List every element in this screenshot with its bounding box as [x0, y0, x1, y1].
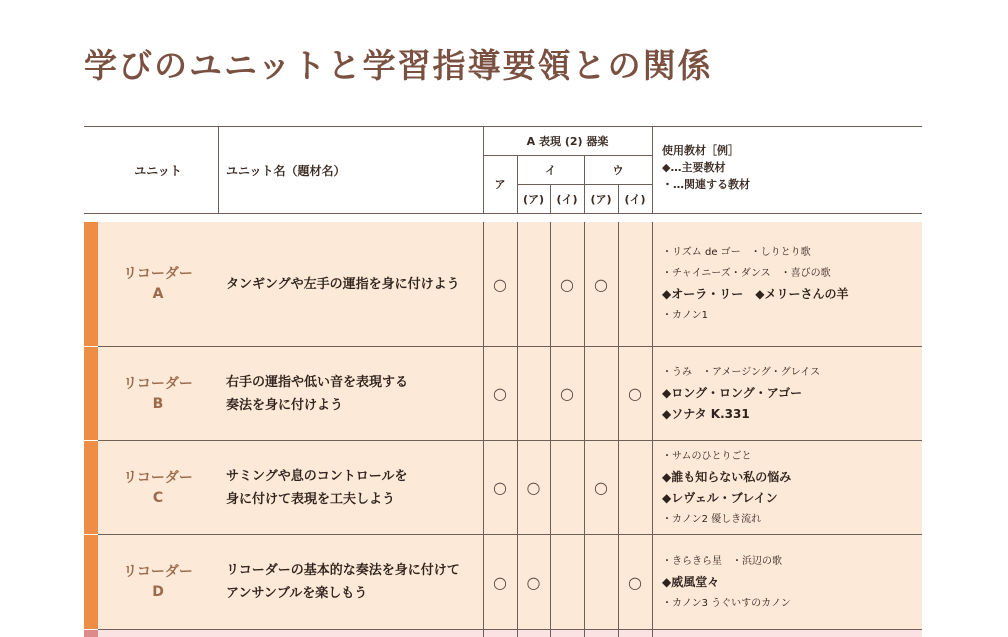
material-main: ◆ソナタ K.331 [662, 407, 750, 421]
rule-line [98, 346, 922, 347]
mark-cell: ○ [493, 274, 507, 294]
rule-line [550, 222, 551, 637]
header-unit: ユニット [134, 163, 182, 178]
rule-line [84, 213, 922, 214]
rule-line [483, 222, 484, 637]
unit-cell [98, 441, 218, 534]
material-main: ◆威風堂々 [662, 574, 720, 589]
rule-line [483, 126, 484, 214]
rule-line [98, 629, 922, 630]
header-group: A 表現 (2) 器楽 [526, 135, 609, 148]
materials-title: 使用教材［例］ [662, 144, 739, 157]
material-related: ・カノン1 [662, 310, 708, 321]
rule-line [218, 126, 219, 214]
header-u: ウ [612, 163, 624, 177]
material-main: ◆オーラ・リー ◆メリーさんの羊 [662, 287, 849, 301]
header-i-sub-a: (ア) [522, 192, 545, 206]
header-u-sub-a: (ア) [590, 192, 612, 206]
legend-related: ・…関連する教材 [662, 178, 750, 191]
unit-letter: D [152, 584, 164, 600]
topic-cell [226, 441, 482, 534]
rule-line [618, 222, 619, 637]
material-related: ・うみ ・アメージング・グレイス [662, 367, 821, 378]
mark-cell: ○ [560, 274, 574, 294]
unit-cell [98, 347, 218, 440]
material-related: ・チャイニーズ・ダンス ・喜びの歌 [662, 268, 831, 279]
mark-cell: ○ [594, 478, 608, 497]
next-row-strip [98, 630, 922, 637]
topic-line: 奏法を身に付けよう [226, 397, 344, 413]
header-i-sub-i: (イ) [556, 192, 578, 206]
legend-main: ◆…主要教材 [662, 161, 726, 174]
unit-letter: A [152, 286, 164, 302]
mark-cell: ○ [493, 478, 507, 497]
material-related: ・サムのひとりごと [662, 450, 752, 462]
materials-cell [662, 535, 920, 629]
header-a: ア [494, 178, 506, 191]
mark-cell: ○ [526, 572, 541, 592]
rule-line [652, 126, 653, 214]
rule-line [618, 184, 619, 214]
unit-label: リコーダー [123, 564, 193, 580]
rule-line [98, 534, 922, 535]
row-accent-bar [84, 535, 98, 629]
topic-cell [226, 535, 482, 629]
rule-line [517, 222, 518, 637]
material-related: ・きらきら星 ・浜辺の歌 [662, 555, 782, 567]
materials-cell [662, 222, 920, 346]
topic-cell [226, 222, 482, 346]
rule-line [584, 222, 585, 637]
topic-line: アンサンブルを楽しもう [226, 586, 368, 601]
rule-line [98, 440, 922, 441]
mark-cell: ○ [493, 384, 507, 403]
materials-cell [662, 347, 920, 440]
topic-line: 身に付けて表現を工夫しよう [226, 491, 396, 507]
header-unit-name: ユニット名（題材名） [226, 163, 346, 178]
mark-cell [517, 347, 550, 440]
rule-line [483, 155, 652, 156]
mark-cell: ○ [628, 384, 642, 403]
page-title: 学びのユニットと学習指導要領との関係 [84, 46, 713, 85]
mark-cell: ○ [594, 274, 608, 294]
unit-letter: C [152, 489, 164, 506]
mark-cell: ○ [493, 572, 507, 592]
topic-line: サミングや息のコントロールを [226, 468, 408, 484]
unit-label: リコーダー [123, 375, 193, 392]
topic-cell [226, 347, 482, 440]
unit-label: リコーダー [123, 266, 193, 282]
row-accent-bar [84, 347, 98, 440]
material-related: ・リズム de ゴー ・しりとり歌 [662, 247, 811, 258]
material-related: ・カノン2 優しき流れ [662, 513, 762, 525]
unit-cell [98, 222, 218, 346]
mark-cell [584, 535, 618, 629]
unit-letter: B [152, 395, 164, 412]
rule-line [652, 222, 653, 637]
header-i: イ [545, 163, 556, 177]
mark-cell [584, 347, 618, 440]
materials-header [662, 142, 912, 193]
mark-cell: ○ [526, 478, 541, 497]
material-main: ◆誰も知らない私の悩み [662, 469, 792, 484]
mark-cell: ○ [628, 572, 642, 592]
row-accent-bar [84, 441, 98, 534]
mark-cell [517, 222, 550, 346]
unit-label: リコーダー [123, 469, 193, 486]
next-row-accent [84, 630, 98, 637]
rule-line [550, 184, 551, 214]
mark-cell [550, 535, 584, 629]
rule-line [584, 155, 585, 214]
material-main: ◆ロング・ロング・アゴー [662, 386, 803, 400]
mark-cell [618, 441, 652, 534]
unit-cell [98, 535, 218, 629]
topic-line: 右手の運指や低い音を表現する [226, 374, 409, 390]
topic-line: タンギングや左手の運指を身に付けよう [226, 276, 460, 292]
topic-line: リコーダーの基本的な奏法を身に付けて [226, 563, 460, 578]
mark-cell [618, 222, 652, 346]
material-main: ◆レヴェル・ブレイン [662, 490, 778, 505]
row-accent-bar [84, 222, 98, 346]
rule-line [517, 155, 518, 214]
mark-cell [550, 441, 584, 534]
header-u-sub-i: (イ) [624, 192, 646, 206]
rule-line [84, 126, 922, 127]
material-related: ・カノン3 うぐいすのカノン [662, 597, 791, 609]
materials-cell [662, 441, 920, 534]
mark-cell: ○ [560, 384, 574, 403]
